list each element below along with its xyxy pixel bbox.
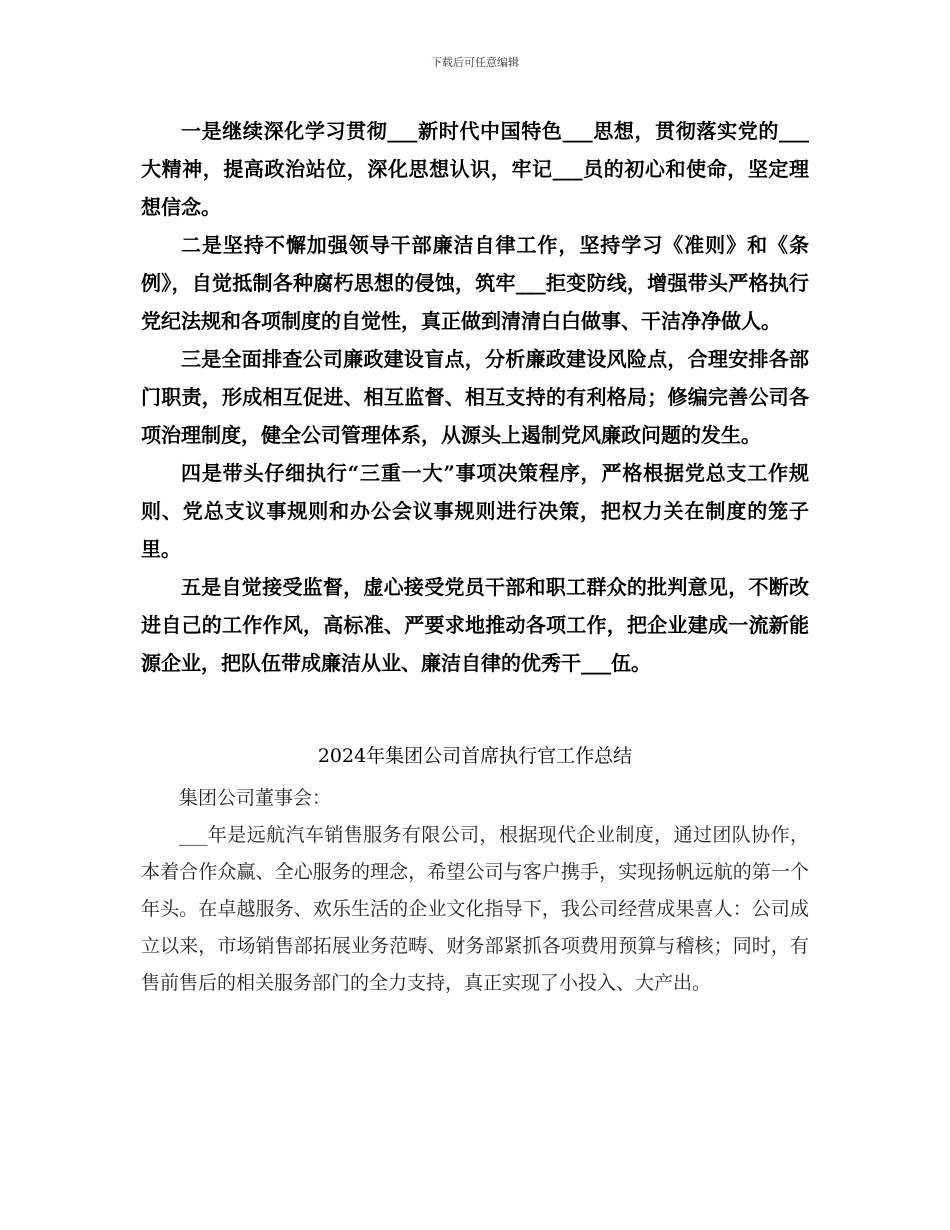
salutation: 集团公司董事会： (179, 787, 332, 809)
summary-title: 2024年集团公司首席执行官工作总结 (317, 745, 633, 767)
summary-paragraph: ___年是远航汽车销售服务有限公司，根据现代企业制度，通过团队协作，本着合作众赢、全心服务的理念，希望公司与客户携手，实现扬帆远航的第一个年头。在卓越服务、欢乐生活的企业文化指导下，我公司经营成果喜人：公司成立以来，市场销售部拓展业务范畴、财务部紧抓各项费用预算与稽核；同时，有售前售后的相关服务部门的全力支持，真正实现了小投入、大产出。 (141, 824, 809, 994)
commitments-section (141, 112, 809, 682)
paragraph-1: 一是继续深化学习贯彻___新时代中国特色___思想，贯彻落实党的___大精神，提高政治站位，深化思想认识，牢记___员的初心和使命，坚定理想信念。 (141, 119, 809, 219)
paragraph-3: 三是全面排查公司廉政建设盲点，分析廉政建设风险点，合理安排各部门职责，形成相互促进、相互监督、相互支持的有利格局；修编完善公司各项治理制度，健全公司管理体系，从源头上遏制党风廉政问题的发生。 (141, 347, 809, 447)
paragraph-4: 四是带头仔细执行“三重一大”事项决策程序，严格根据党总支工作规则、党总支议事规则和办公会议事规则进行决策，把权力关在制度的笼子里。 (141, 461, 809, 561)
paragraph-2: 二是坚持不懈加强领导干部廉洁自律工作，坚持学习《准则》和《条例》，自觉抵制各种腐朽思想的侵蚀，筑牢___拒变防线，增强带头严格执行党纪法规和各项制度的自觉性，真正做到清清白白做事、干洁净净做人。 (141, 233, 809, 333)
summary-section (141, 780, 809, 1002)
paragraph-5: 五是自觉接受监督，虚心接受党员干部和职工群众的批判意见，不断改进自己的工作作风，高标准、严要求地推动各项工作，把企业建成一流新能源企业，把队伍带成廉洁从业、廉洁自律的优秀干___伍。 (141, 575, 809, 675)
page-header: 下载后可任意编辑 (431, 56, 519, 69)
